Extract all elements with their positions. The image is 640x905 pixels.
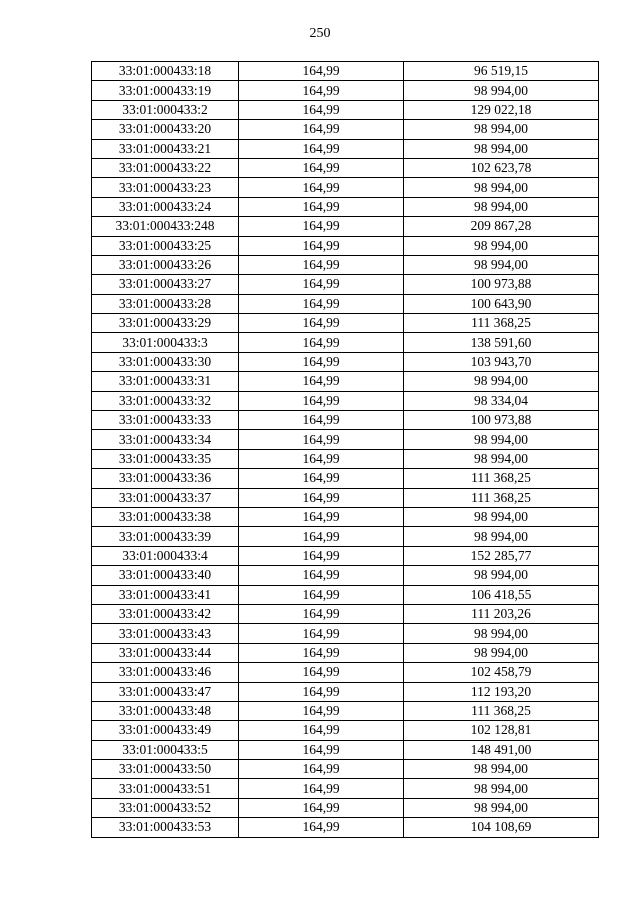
area-cell: 164,99 [239, 701, 404, 720]
cadastral-number-cell: 33:01:000433:5 [92, 740, 239, 759]
area-cell: 164,99 [239, 255, 404, 274]
cadastral-number-cell: 33:01:000433:49 [92, 721, 239, 740]
table-row [92, 798, 599, 817]
cadastral-number-cell: 33:01:000433:18 [92, 62, 239, 81]
cadastral-number-cell: 33:01:000433:35 [92, 449, 239, 468]
value-cell: 98 994,00 [404, 178, 599, 197]
cadastral-number-cell: 33:01:000433:38 [92, 507, 239, 526]
table-row [92, 779, 599, 798]
cadastral-number-cell: 33:01:000433:248 [92, 217, 239, 236]
value-cell: 98 994,00 [404, 197, 599, 216]
table-row [92, 158, 599, 177]
value-cell: 98 994,00 [404, 81, 599, 100]
cadastral-number-cell: 33:01:000433:36 [92, 469, 239, 488]
cadastral-number-cell: 33:01:000433:44 [92, 643, 239, 662]
area-cell: 164,99 [239, 779, 404, 798]
cadastral-number-cell: 33:01:000433:47 [92, 682, 239, 701]
area-cell: 164,99 [239, 178, 404, 197]
value-cell: 96 519,15 [404, 62, 599, 81]
value-cell: 112 193,20 [404, 682, 599, 701]
value-cell: 98 994,00 [404, 507, 599, 526]
value-cell: 111 368,25 [404, 314, 599, 333]
value-cell: 103 943,70 [404, 352, 599, 371]
value-cell: 98 994,00 [404, 449, 599, 468]
value-cell: 98 334,04 [404, 391, 599, 410]
value-cell: 209 867,28 [404, 217, 599, 236]
cadastral-number-cell: 33:01:000433:43 [92, 624, 239, 643]
table-row [92, 760, 599, 779]
value-cell: 98 994,00 [404, 643, 599, 662]
table-row [92, 488, 599, 507]
page-number: 250 [309, 26, 331, 41]
value-cell: 102 458,79 [404, 663, 599, 682]
table-row [92, 275, 599, 294]
value-cell: 98 994,00 [404, 255, 599, 274]
area-cell: 164,99 [239, 566, 404, 585]
area-cell: 164,99 [239, 411, 404, 430]
area-cell: 164,99 [239, 488, 404, 507]
cadastral-number-cell: 33:01:000433:37 [92, 488, 239, 507]
area-cell: 164,99 [239, 469, 404, 488]
area-cell: 164,99 [239, 760, 404, 779]
cadastral-number-cell: 33:01:000433:26 [92, 255, 239, 274]
area-cell: 164,99 [239, 120, 404, 139]
area-cell: 164,99 [239, 740, 404, 759]
table-row [92, 701, 599, 720]
value-cell: 100 973,88 [404, 411, 599, 430]
value-cell: 106 418,55 [404, 585, 599, 604]
area-cell: 164,99 [239, 449, 404, 468]
area-cell: 164,99 [239, 721, 404, 740]
cadastral-number-cell: 33:01:000433:40 [92, 566, 239, 585]
value-cell: 111 368,25 [404, 469, 599, 488]
data-table [91, 61, 599, 838]
table-row [92, 294, 599, 313]
table-row [92, 333, 599, 352]
value-cell: 98 994,00 [404, 798, 599, 817]
cadastral-number-cell: 33:01:000433:21 [92, 139, 239, 158]
value-cell: 102 128,81 [404, 721, 599, 740]
cadastral-number-cell: 33:01:000433:42 [92, 604, 239, 623]
value-cell: 111 203,26 [404, 604, 599, 623]
table-row [92, 236, 599, 255]
cadastral-number-cell: 33:01:000433:51 [92, 779, 239, 798]
area-cell: 164,99 [239, 391, 404, 410]
table-row [92, 411, 599, 430]
table-row [92, 507, 599, 526]
table-row [92, 100, 599, 119]
table-row [92, 449, 599, 468]
table-row [92, 740, 599, 759]
area-cell: 164,99 [239, 62, 404, 81]
table-row [92, 663, 599, 682]
table-row [92, 255, 599, 274]
cadastral-number-cell: 33:01:000433:34 [92, 430, 239, 449]
area-cell: 164,99 [239, 818, 404, 837]
value-cell: 100 643,90 [404, 294, 599, 313]
table-row [92, 372, 599, 391]
cadastral-number-cell: 33:01:000433:25 [92, 236, 239, 255]
table-row [92, 81, 599, 100]
value-cell: 98 994,00 [404, 372, 599, 391]
table-row [92, 585, 599, 604]
table-body [92, 62, 599, 838]
area-cell: 164,99 [239, 372, 404, 391]
table-row [92, 469, 599, 488]
area-cell: 164,99 [239, 236, 404, 255]
area-cell: 164,99 [239, 798, 404, 817]
value-cell: 98 994,00 [404, 760, 599, 779]
area-cell: 164,99 [239, 643, 404, 662]
cadastral-number-cell: 33:01:000433:50 [92, 760, 239, 779]
table-row [92, 314, 599, 333]
cadastral-number-cell: 33:01:000433:19 [92, 81, 239, 100]
cadastral-number-cell: 33:01:000433:30 [92, 352, 239, 371]
value-cell: 111 368,25 [404, 701, 599, 720]
cadastral-number-cell: 33:01:000433:48 [92, 701, 239, 720]
value-cell: 98 994,00 [404, 139, 599, 158]
value-cell: 98 994,00 [404, 779, 599, 798]
cadastral-number-cell: 33:01:000433:20 [92, 120, 239, 139]
table-row [92, 62, 599, 81]
value-cell: 104 108,69 [404, 818, 599, 837]
area-cell: 164,99 [239, 197, 404, 216]
value-cell: 111 368,25 [404, 488, 599, 507]
cadastral-number-cell: 33:01:000433:29 [92, 314, 239, 333]
value-cell: 98 994,00 [404, 624, 599, 643]
value-cell: 98 994,00 [404, 527, 599, 546]
value-cell: 98 994,00 [404, 236, 599, 255]
table-row [92, 139, 599, 158]
table-row [92, 430, 599, 449]
table-row [92, 178, 599, 197]
value-cell: 152 285,77 [404, 546, 599, 565]
area-cell: 164,99 [239, 333, 404, 352]
cadastral-number-cell: 33:01:000433:27 [92, 275, 239, 294]
area-cell: 164,99 [239, 604, 404, 623]
table-row [92, 217, 599, 236]
cadastral-number-cell: 33:01:000433:22 [92, 158, 239, 177]
table-row [92, 643, 599, 662]
area-cell: 164,99 [239, 585, 404, 604]
value-cell: 129 022,18 [404, 100, 599, 119]
table-row [92, 546, 599, 565]
table-row [92, 352, 599, 371]
cadastral-number-cell: 33:01:000433:53 [92, 818, 239, 837]
cadastral-number-cell: 33:01:000433:2 [92, 100, 239, 119]
cadastral-number-cell: 33:01:000433:41 [92, 585, 239, 604]
cadastral-number-cell: 33:01:000433:3 [92, 333, 239, 352]
table-row [92, 120, 599, 139]
table-row [92, 527, 599, 546]
value-cell: 98 994,00 [404, 566, 599, 585]
table-row [92, 682, 599, 701]
area-cell: 164,99 [239, 527, 404, 546]
area-cell: 164,99 [239, 352, 404, 371]
area-cell: 164,99 [239, 546, 404, 565]
area-cell: 164,99 [239, 624, 404, 643]
area-cell: 164,99 [239, 100, 404, 119]
value-cell: 98 994,00 [404, 430, 599, 449]
cadastral-number-cell: 33:01:000433:31 [92, 372, 239, 391]
area-cell: 164,99 [239, 294, 404, 313]
area-cell: 164,99 [239, 314, 404, 333]
value-cell: 102 623,78 [404, 158, 599, 177]
area-cell: 164,99 [239, 430, 404, 449]
area-cell: 164,99 [239, 507, 404, 526]
cadastral-number-cell: 33:01:000433:23 [92, 178, 239, 197]
cadastral-number-cell: 33:01:000433:33 [92, 411, 239, 430]
cadastral-number-cell: 33:01:000433:39 [92, 527, 239, 546]
area-cell: 164,99 [239, 663, 404, 682]
value-cell: 148 491,00 [404, 740, 599, 759]
area-cell: 164,99 [239, 275, 404, 294]
area-cell: 164,99 [239, 139, 404, 158]
area-cell: 164,99 [239, 217, 404, 236]
cadastral-number-cell: 33:01:000433:4 [92, 546, 239, 565]
table-row [92, 624, 599, 643]
table-row [92, 391, 599, 410]
value-cell: 98 994,00 [404, 120, 599, 139]
cadastral-number-cell: 33:01:000433:52 [92, 798, 239, 817]
table-row [92, 604, 599, 623]
value-cell: 138 591,60 [404, 333, 599, 352]
cadastral-number-cell: 33:01:000433:24 [92, 197, 239, 216]
area-cell: 164,99 [239, 158, 404, 177]
cadastral-number-cell: 33:01:000433:32 [92, 391, 239, 410]
cadastral-number-cell: 33:01:000433:46 [92, 663, 239, 682]
cadastral-number-cell: 33:01:000433:28 [92, 294, 239, 313]
area-cell: 164,99 [239, 682, 404, 701]
table-row [92, 721, 599, 740]
table-row [92, 197, 599, 216]
value-cell: 100 973,88 [404, 275, 599, 294]
area-cell: 164,99 [239, 81, 404, 100]
table-row [92, 818, 599, 837]
table-row [92, 566, 599, 585]
